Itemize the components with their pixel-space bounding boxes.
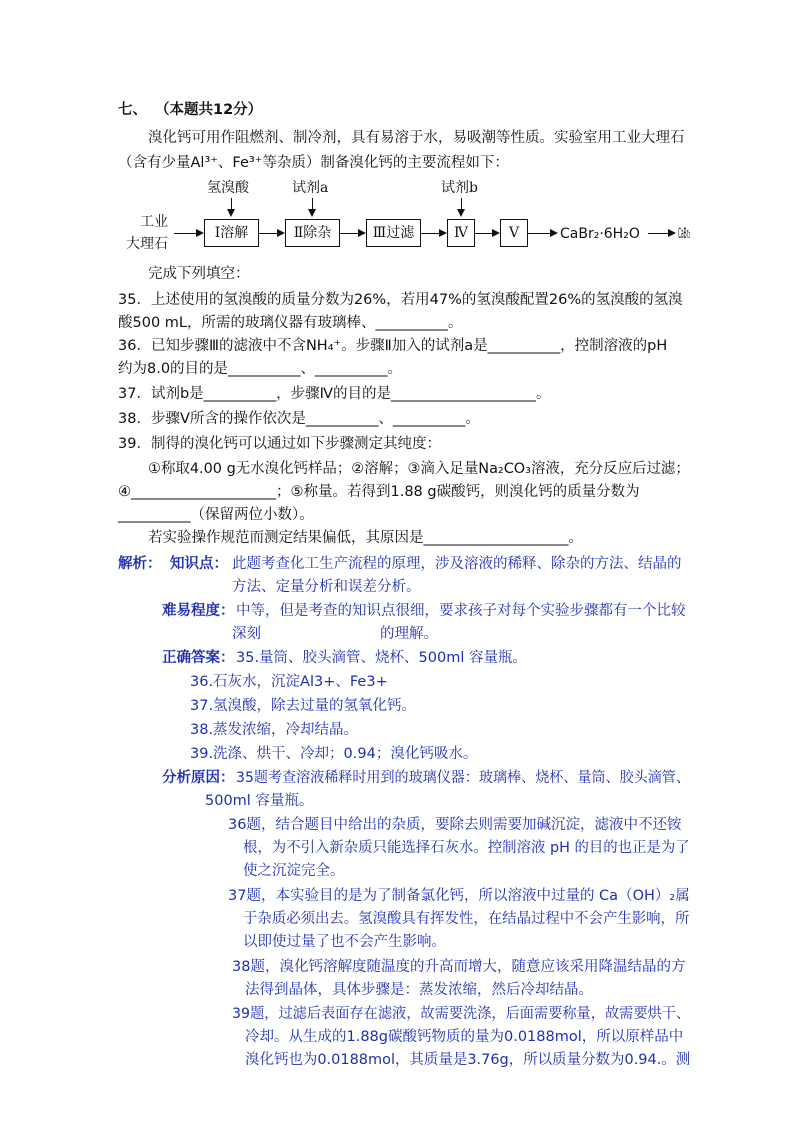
reason-36-line-3: 使之沉淀完全。: [243, 863, 345, 879]
arrow-right-1: [259, 233, 277, 234]
arrow-right-4: [475, 233, 492, 234]
q39-line-1: 39．制得的溴化钙可以通过如下步骤测定其纯度：: [118, 436, 441, 452]
answer-37: 37.氢溴酸，除去过量的氢氧化钙。: [190, 698, 417, 714]
q38: 38．步骤Ⅴ所含的操作依次是__________、__________。: [118, 411, 480, 427]
q35-line-1: 35．上述使用的氢溴酸的质量分数为26%，若用47%的氢溴酸配置26%的氢溴酸的氢溴: [118, 292, 683, 308]
analysis-reason-label: 分析原因：: [162, 770, 235, 786]
arrowhead-down-3: [457, 209, 465, 217]
step-2-box: Ⅱ除杂: [285, 219, 340, 247]
arrowhead-right-1: [277, 229, 285, 237]
reason-38-line-2: 法得到晶体，具体步骤是：蒸发浓缩，然后冷却结晶。: [245, 982, 593, 998]
knowledge-point-line-1: 此题考查化工生产流程的原理，涉及溶液的稀释、除杂的方法、结晶的: [232, 556, 682, 572]
arrow-right-3: [421, 233, 439, 234]
question-number: 七、: [118, 102, 147, 118]
arrowhead-down-2: [308, 209, 316, 217]
arrow-right-0: [174, 233, 196, 234]
step-4-box: Ⅳ: [447, 219, 475, 247]
knowledge-point-line-2: 方法、定量分析和误差分析。: [232, 579, 421, 595]
reason-37-line-1: 37题，本实验目的是为了制备氯化钙，所以溶液中过量的 Ca（OH）₂属: [228, 888, 690, 904]
intro-line-1: 溴化钙可用作阻燃剂、制冷剂，具有易溶于水，易吸潮等性质。实验室用工业大理石: [148, 130, 685, 146]
q37: 37．试剂b是__________，步骤Ⅳ的目的是____________________。: [118, 386, 551, 402]
q36-line-2: 约为8.0的目的是__________、__________。: [118, 361, 403, 377]
arrow-right-5: [528, 233, 550, 234]
flow-start-label-1: 工业: [140, 214, 168, 230]
arrowhead-down-1: [227, 209, 235, 217]
difficulty-label: 难易程度：: [162, 603, 235, 619]
arrowhead-right-0: [196, 229, 204, 237]
product-hydrate: CaBr₂·6H₂O: [560, 226, 640, 242]
answer-35: 35.量筒、胶头滴管、烧杯、500ml 容量瓶。: [236, 650, 527, 666]
answer-39: 39.洗涤、烘干、冷却；0.94；溴化钙吸水。: [190, 746, 478, 762]
arrow-right-6: [648, 233, 668, 234]
step-1-box: Ⅰ溶解: [204, 219, 259, 247]
reagent-a-label: 试剂a: [292, 180, 329, 196]
flow-start-label-2: 大理石: [126, 236, 168, 252]
reason-37-line-2: 于杂质必须出去。氢溴酸具有挥发性，在结晶过程中不会产生影响，所: [243, 911, 690, 927]
q36-line-1: 36．已知步骤Ⅲ的滤液中不含NH₄⁺。步骤Ⅱ加入的试剂a是__________，控制溶液的pH: [118, 338, 668, 354]
reason-36-line-2: 根，为不引入新杂质只能选择石灰水。控制溶液 pH 的目的也正是为了: [243, 840, 690, 856]
arrowhead-right-6: [668, 229, 676, 237]
reason-35-line-1: 35题考查溶液稀释时用到的玻璃仪器：玻璃棒、烧杯、量筒、胶头滴管、: [236, 770, 690, 786]
correct-answer-label: 正确答案：: [162, 650, 235, 666]
answer-38: 38.蒸发浓缩，冷却结晶。: [190, 722, 359, 738]
arrowhead-right-4: [492, 229, 500, 237]
q39-line-5: 若实验操作规范而测定结果偏低，其原因是____________________。: [148, 530, 583, 546]
difficulty-line-1: 中等，但是考查的知识点很细，要求孩子对每个实验步骤都有一个比较: [236, 603, 686, 619]
reason-38-line-1: 38题，溴化钙溶解度随温度的升高而增大，随意应该采用降温结晶的方: [232, 959, 686, 975]
product-anhydrous: CaBr₂: [678, 226, 691, 242]
analysis-label: 解析：: [118, 556, 162, 572]
reason-36-line-1: 36题，结合题目中给出的杂质，要除去则需要加碱沉淀，滤液中不还铵: [228, 817, 682, 833]
reagent-b-label: 试剂b: [441, 180, 478, 196]
step-3-box: Ⅲ过滤: [366, 219, 421, 247]
question-points: （本题共12分）: [155, 102, 263, 118]
reason-35-line-2: 500ml 容量瓶。: [205, 793, 314, 809]
intro-line-2: （含有少量Al³⁺、Fe³⁺等杂质）制备溴化钙的主要流程如下：: [118, 155, 509, 171]
arrow-right-2: [340, 233, 358, 234]
difficulty-line-2b: 的理解。: [380, 626, 438, 642]
reason-39-line-1: 39题，过滤后表面存在滤液，故需要洗涤，后面需要称量，故需要烘干、: [232, 1006, 691, 1022]
reason-37-line-3: 以即使过量了也不会产生影响。: [243, 934, 446, 950]
reason-39-line-3: 溴化钙也为0.0188mol，其质量是3.76g，所以质量分数为0.94.。测: [245, 1052, 691, 1068]
q39-line-2: ①称取4.00 g无水溴化钙样品；②溶解；③滴入足量Na₂CO₃溶液，充分反应后过滤；: [148, 461, 690, 477]
answer-36: 36.石灰水，沉淀Al3+、Fe3+: [190, 674, 388, 690]
q39-line-3: ④____________________；⑤称量。若得到1.88 g碳酸钙，则溴化钙的质量分数为: [118, 484, 640, 500]
arrowhead-right-5: [550, 229, 558, 237]
q39-line-4: __________（保留两位小数）。: [118, 507, 314, 523]
step-5-box: Ⅴ: [500, 219, 528, 247]
arrowhead-right-3: [439, 229, 447, 237]
reagent-hbr-label: 氢溴酸: [207, 180, 249, 196]
knowledge-point-label: 知识点：: [170, 556, 228, 572]
reason-39-line-2: 冷却。从生成的1.88g碳酸钙物质的量为0.0188mol，所以原样品中: [245, 1029, 684, 1045]
arrowhead-right-2: [358, 229, 366, 237]
difficulty-line-2a: 深刻: [232, 626, 261, 642]
q35-line-2: 酸500 mL，所需的玻璃仪器有玻璃棒、__________。: [118, 315, 463, 331]
prompt: 完成下列填空：: [148, 266, 250, 282]
